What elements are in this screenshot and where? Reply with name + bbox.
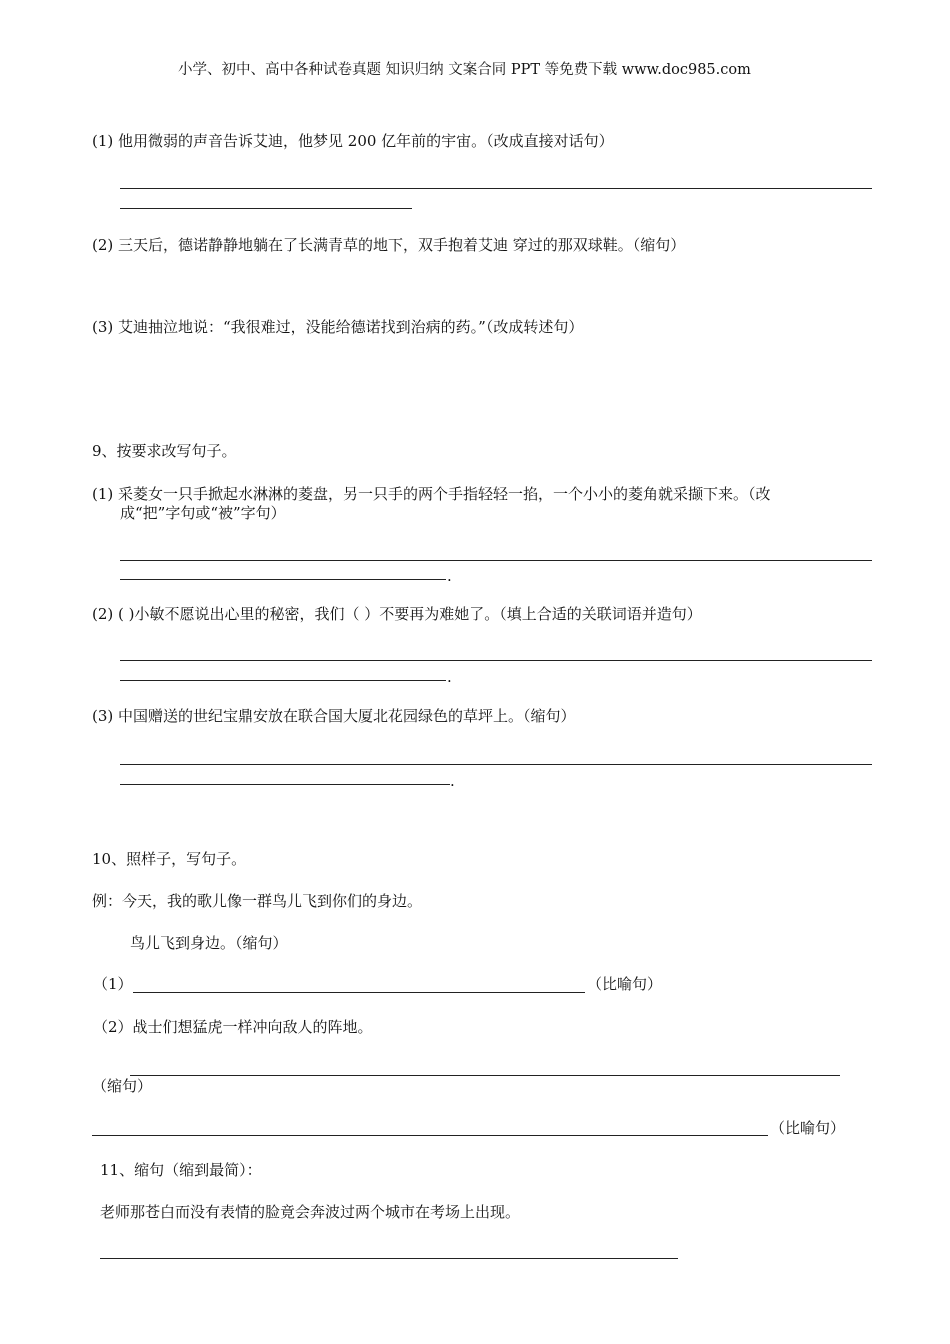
q10-item-1-label: （1） <box>93 975 133 993</box>
answer-line[interactable] <box>133 992 585 993</box>
page-header: 小学、初中、高中各种试卷真题 知识归纳 文案合同 PPT 等免费下载 www.doc985.com <box>178 62 751 78</box>
q11-title: 11、缩句（缩到最简）： <box>100 1161 262 1179</box>
end-mark: . <box>447 668 452 686</box>
end-mark: . <box>447 567 452 585</box>
q9-item-2: (2) ( )小敏不愿说出心里的秘密，我们（ ）不要再为难她了。（填上合适的关联词语并造句） <box>92 605 702 623</box>
q10-biyu-label: （比喻句） <box>770 1119 846 1137</box>
answer-line[interactable] <box>130 1075 840 1076</box>
q10-suoju-label: （缩句） <box>92 1077 153 1095</box>
q10-example-answer: 鸟儿飞到身边。（缩句） <box>130 934 288 952</box>
answer-line[interactable] <box>92 1135 768 1136</box>
q10-example: 例：今天，我的歌儿像一群鸟儿飞到你们的身边。 <box>92 892 423 910</box>
q10-item-1-suffix: （比喻句） <box>587 975 663 993</box>
q10-title: 10、照样子，写句子。 <box>92 850 247 868</box>
q9-item-1-line-1: (1) 采菱女一只手掀起水淋淋的菱盘，另一只手的两个手指轻轻一掐，一个小小的菱角就采撷下来。（改 <box>92 485 771 503</box>
answer-line[interactable] <box>120 784 450 785</box>
answer-line[interactable] <box>120 560 872 561</box>
answer-line[interactable] <box>120 680 446 681</box>
answer-line[interactable] <box>120 764 872 765</box>
q8-item-2: (2) 三天后，德诺静静地躺在了长满青草的地下，双手抱着艾迪 穿过的那双球鞋。（缩句） <box>92 236 686 254</box>
q9-item-3: (3) 中国赠送的世纪宝鼎安放在联合国大厦北花园绿色的草坪上。（缩句） <box>92 707 576 725</box>
answer-line[interactable] <box>120 579 446 580</box>
end-mark: . <box>450 772 455 790</box>
q11-sentence: 老师那苍白而没有表情的脸竟会奔波过两个城市在考场上出现。 <box>100 1203 521 1221</box>
answer-line[interactable] <box>120 188 872 189</box>
q8-item-3: (3) 艾迪抽泣地说：“我很难过，没能给德诺找到治病的药。”（改成转述句） <box>92 318 584 336</box>
q10-item-2: （2）战士们想猛虎一样冲向敌人的阵地。 <box>93 1018 373 1036</box>
q9-item-1-line-2: 成“把”字句或“被”字句） <box>120 504 286 522</box>
answer-line[interactable] <box>120 208 412 209</box>
answer-line[interactable] <box>100 1258 678 1259</box>
q9-title: 9、按要求改写句子。 <box>92 442 237 460</box>
answer-line[interactable] <box>120 660 872 661</box>
q8-item-1: (1) 他用微弱的声音告诉艾迪，他梦见 200 亿年前的宇宙。（改成直接对话句） <box>92 132 614 150</box>
